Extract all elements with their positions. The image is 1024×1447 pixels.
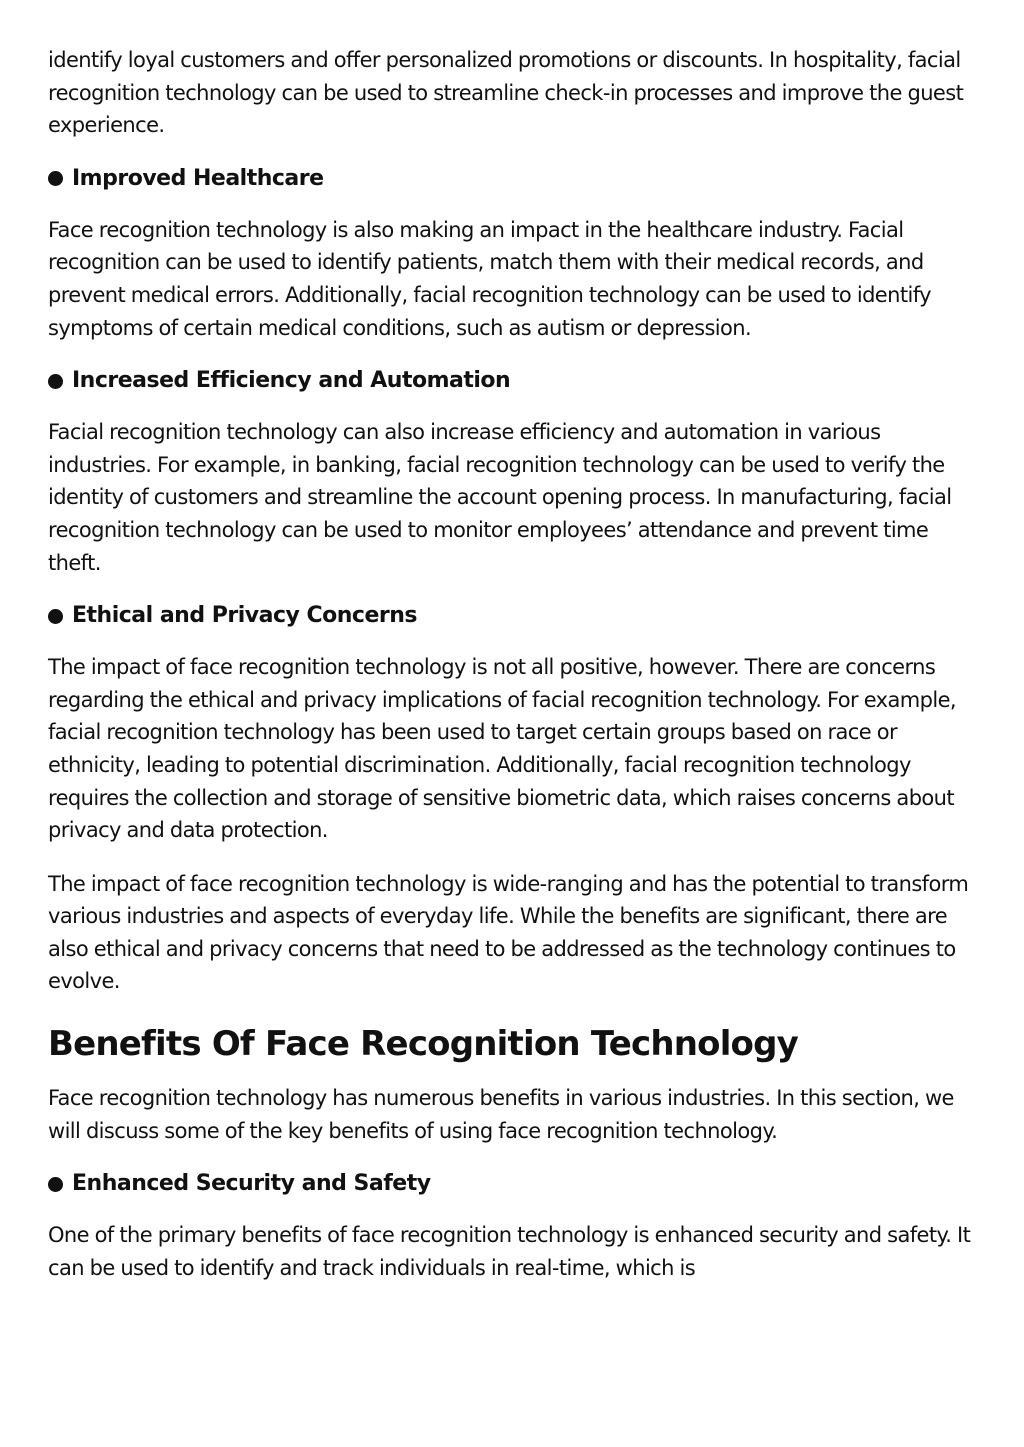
healthcare-heading-text: Improved Healthcare [72,165,324,191]
security-paragraph: One of the primary benefits of face recognition technology is enhanced security and safety. It can be used to identify and track individuals in real-time, which is [48,1223,971,1280]
bullet-icon [48,171,63,186]
ethics-heading [48,601,978,631]
ethics-paragraph: The impact of face recognition technology is not all positive, however. There are concerns regarding the ethical and privacy implications of facial recognition technology. For example, facial recognition technology has been used to target certain groups based on race or ethnicity, leading to potential discrimination. Additionally, facial recognition technology requires the collection and storage of sensitive biometric data, which raises concerns about privacy and data protection. [48,655,956,843]
healthcare-heading [48,164,978,194]
bullet-icon [48,1177,63,1192]
benefits-section-title: Benefits Of Face Recognition Technology [48,1024,799,1065]
security-heading [48,1169,978,1199]
efficiency-heading [48,366,978,396]
efficiency-paragraph: Facial recognition technology can also increase efficiency and automation in various industries. For example, in banking, facial recognition technology can be used to verify the identity of customers and streamline the account opening process. In manufacturing, facial recognition technology can be used to monitor employees’ attendance and prevent time theft. [48,420,952,575]
benefits-intro-paragraph: Face recognition technology has numerous benefits in various industries. In this section, we will discuss some of the key benefits of using face recognition technology. [48,1086,954,1143]
conclusion-paragraph: The impact of face recognition technology is wide-ranging and has the potential to transform various industries and aspects of everyday life. While the benefits are significant, there are also ethical and privacy concerns that need to be addressed as the technology continues to evolve. [48,871,969,994]
security-heading-text: Enhanced Security and Safety [72,1171,431,1197]
document-page [48,44,978,1284]
ethics-heading-text: Ethical and Privacy Concerns [72,603,417,629]
intro-paragraph: identify loyal customers and offer personalized promotions or discounts. In hospitality, facial recognition technology can be used to streamline check-in processes and improve the guest experience. [48,48,964,138]
bullet-icon [48,609,63,624]
healthcare-paragraph: Face recognition technology is also making an impact in the healthcare industry. Facial recognition can be used to identify patients, match them with their medical records, and prevent medical errors. Additionally, facial recognition technology can be used to identify symptoms of certain medical conditions, such as autism or depression. [48,217,931,340]
bullet-icon [48,374,63,389]
efficiency-heading-text: Increased Efficiency and Automation [72,368,511,394]
